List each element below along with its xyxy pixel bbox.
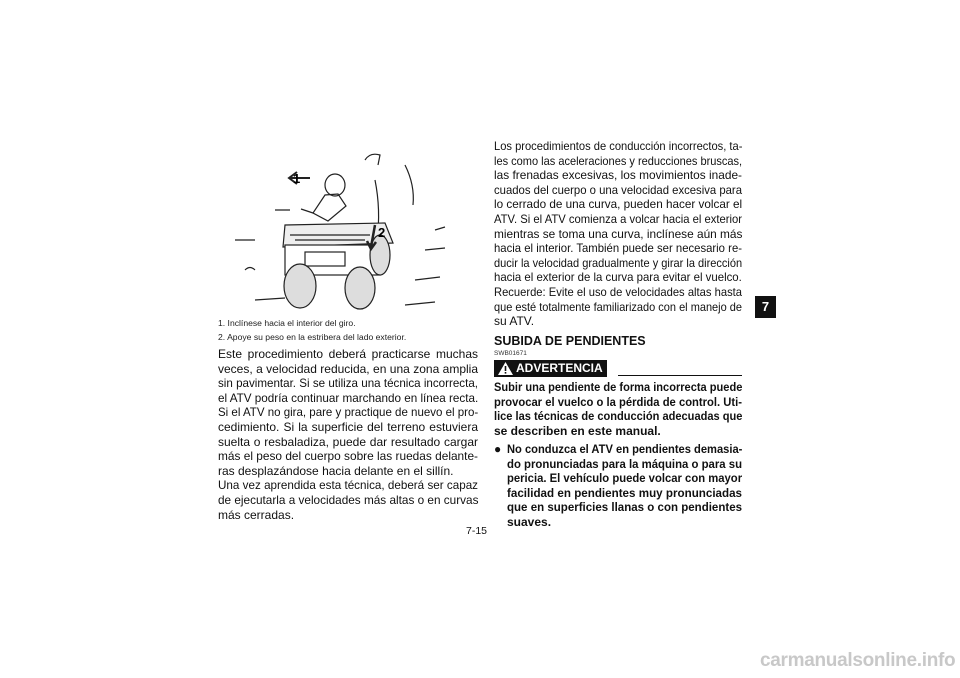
text-line: facilidad en pendientes muy pronunciadas: [507, 485, 742, 500]
text-line: Este procedimiento deberá practicarse muchas: [218, 347, 478, 361]
text-line: hacia el exterior de la curva para evitar el vuelco.: [494, 270, 742, 285]
text-line: que en superficies llanas o con pendientes: [507, 500, 742, 515]
text-line: más cerradas.: [218, 507, 295, 522]
warning-rule: [618, 375, 742, 376]
text-line: No conduzca el ATV en pendientes demasia-: [507, 442, 743, 456]
atv-turning-illustration: [225, 140, 470, 312]
text-line: que esté totalmente familiarizado con el manejo de: [494, 299, 742, 314]
text-line: mientras se toma una curva, inclínese aún más: [494, 226, 743, 241]
text-line: pericia. El vehículo puede volcar con mayor: [507, 471, 743, 486]
text-line: su ATV.: [494, 314, 535, 329]
text-line: de ejecutarla a velocidades más altas o en curvas: [218, 492, 479, 507]
text-line: cedimiento. Si la superficie del terreno estuviera: [218, 419, 478, 434]
section-code: SWB01671: [494, 350, 527, 357]
text-line: ras desplazándose hacia delante en el sillín.: [218, 463, 454, 478]
caption-2: 2. Apoye su peso en la estribera del lado exterior.: [218, 332, 407, 342]
warning-label: ADVERTENCIA: [516, 361, 603, 375]
text-line: las frenadas excesivas, los movimientos inade-: [494, 168, 742, 183]
text-line: Si el ATV no gira, pare y practique de nuevo el pro-: [218, 405, 479, 420]
text-line: ATV. Si el ATV comienza a volcar hacia el exterior: [494, 211, 742, 226]
text-line: sin pavimentar. Si se utiliza una técnica incorrecta,: [218, 376, 478, 391]
text-line: Recuerde: Evite el uso de velocidades altas hasta: [494, 284, 742, 299]
text-line: cuados del cuerpo o una velocidad excesiva para: [494, 182, 742, 197]
text-line: Los procedimientos de conducción incorrectos, ta-: [494, 139, 743, 153]
chapter-tab: 7: [755, 296, 776, 318]
text-line: suelta o resbaladiza, puede dar resultado cargar: [218, 434, 478, 449]
warning-badge: [494, 360, 607, 377]
text-line: Subir una pendiente de forma incorrecta puede: [494, 380, 743, 394]
figure-label-1: 1: [293, 171, 301, 186]
page-number: 7-15: [466, 525, 488, 537]
text-line: do pronunciadas para la máquina o para su: [507, 456, 743, 471]
text-line: lo cerrado de una curva, pueden hacer volcar el: [494, 197, 743, 212]
text-line: veces, a velocidad reducida, en una zona amplia: [218, 361, 478, 376]
text-line: suaves.: [507, 514, 552, 529]
bullet-icon: ●: [494, 442, 502, 456]
figure-label-2: 2: [378, 225, 386, 240]
warning-text: [494, 380, 742, 438]
text-line: ducir la velocidad gradualmente y girar la dirección: [494, 255, 743, 270]
text-line: más el peso del cuerpo sobre las ruedas delante-: [218, 449, 478, 464]
text-line: lice las técnicas de conducción adecuadas que: [494, 409, 743, 424]
text-line: se describen en este manual.: [494, 423, 661, 438]
warning-bullet: [494, 442, 742, 530]
text-line: Una vez aprendida esta técnica, deberá ser capaz: [218, 478, 478, 493]
right-body-text: [494, 139, 742, 329]
caption-1: 1. Inclínese hacia el interior del giro.: [218, 318, 356, 328]
section-heading: SUBIDA DE PENDIENTES: [494, 334, 646, 348]
left-body-text: [218, 347, 478, 522]
warning-triangle-icon: [498, 362, 513, 375]
text-line: el ATV podría continuar marchando en línea recta.: [218, 390, 479, 405]
text-line: les como las aceleraciones y reducciones bruscas,: [494, 153, 743, 168]
text-line: provocar el vuelco o la pérdida de control. Uti-: [494, 394, 742, 409]
watermark: carmanualsonline.info: [760, 650, 956, 671]
text-line: hacia el interior. También puede ser necesario re-: [494, 241, 742, 256]
warning-header: [494, 360, 742, 377]
